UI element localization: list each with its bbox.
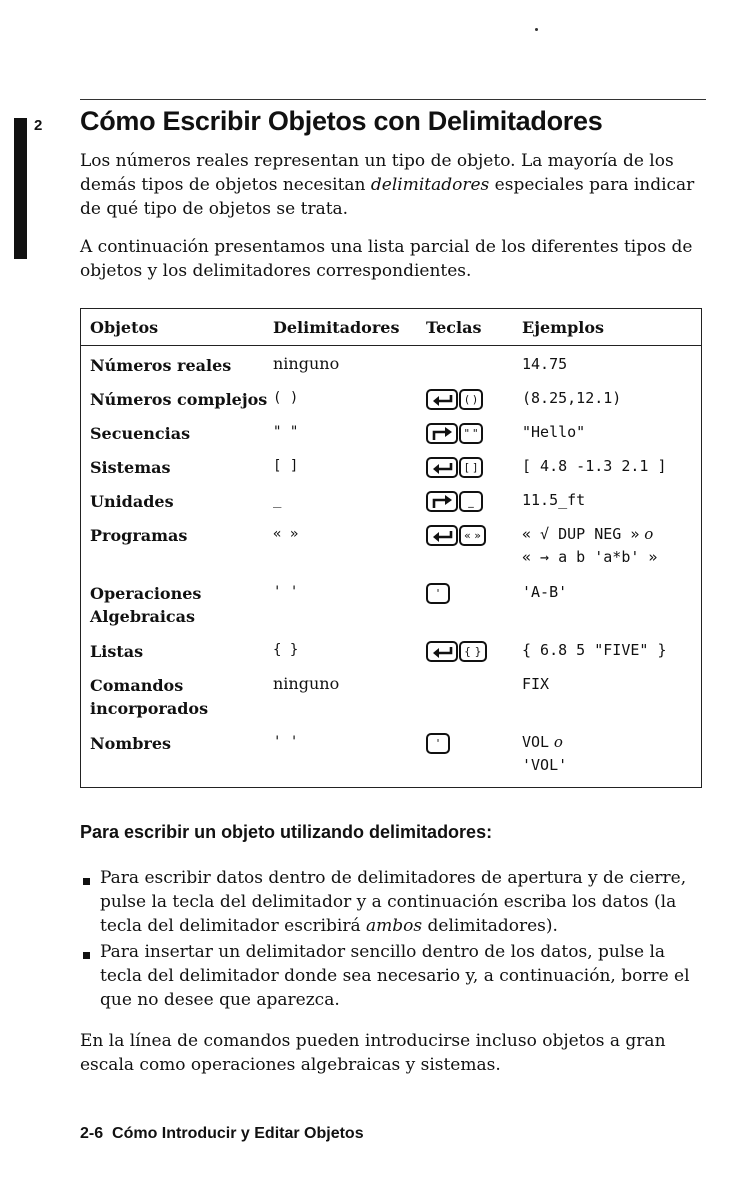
example-or: o bbox=[644, 525, 654, 543]
object-type-line2: incorporados bbox=[90, 699, 209, 718]
speck bbox=[535, 28, 538, 31]
object-type: Secuencias bbox=[90, 424, 191, 443]
key-sequence bbox=[426, 583, 450, 604]
object-type: Números reales bbox=[90, 356, 232, 375]
example-line2: « → a b 'a*b' » bbox=[522, 548, 658, 566]
object-type: Sistemas bbox=[90, 458, 171, 477]
delimiter: « » bbox=[273, 526, 299, 542]
bullet-2: Para insertar un delimitador sencillo dentro de los datos, pulse la tecla del delimitador donde sea necesario y, a continuación, borre el que no desee que aparezca. bbox=[100, 942, 690, 1010]
delimiter-key: { } bbox=[459, 641, 487, 662]
key-sequence bbox=[426, 491, 483, 512]
key-sequence bbox=[426, 457, 483, 478]
example: "Hello" bbox=[522, 423, 586, 441]
delimiter-key: ( ) bbox=[459, 389, 483, 410]
shift-left-icon bbox=[426, 457, 458, 478]
example: (8.25,12.1) bbox=[522, 389, 622, 407]
shift-left-icon bbox=[426, 525, 458, 546]
shift-left-icon bbox=[426, 389, 458, 410]
delimiter: _ bbox=[273, 492, 282, 508]
shift-left-icon bbox=[426, 641, 458, 662]
delimiter: ' ' bbox=[273, 584, 299, 600]
delimiter-key: _ bbox=[459, 491, 483, 512]
key-sequence bbox=[426, 423, 483, 444]
header-objetos: Objetos bbox=[90, 318, 159, 337]
delimiter-key: « » bbox=[459, 525, 486, 546]
object-type: Comandos bbox=[90, 676, 184, 695]
key-sequence bbox=[426, 733, 450, 754]
key-sequence bbox=[426, 641, 487, 662]
example-line2: 'VOL' bbox=[522, 756, 568, 774]
page-title: Cómo Escribir Objetos con Delimitadores bbox=[80, 106, 603, 136]
object-type: Programas bbox=[90, 526, 188, 545]
header-teclas: Teclas bbox=[426, 318, 482, 337]
delimiter-key: ' bbox=[426, 583, 450, 604]
closing-paragraph: En la línea de comandos pueden introducirse incluso objetos a gran escala como operaciones algebraicas y sistemas. bbox=[80, 1031, 666, 1075]
section-subheading: Para escribir un objeto utilizando delimitadores: bbox=[80, 822, 493, 842]
object-delimiter-table bbox=[80, 308, 702, 788]
delimiter: ( ) bbox=[273, 390, 299, 406]
example: 'A-B' bbox=[522, 583, 568, 601]
object-type: Operaciones bbox=[90, 584, 202, 603]
example: { 6.8 5 "FIVE" } bbox=[522, 641, 667, 659]
example: [ 4.8 -1.3 2.1 ] bbox=[522, 457, 667, 475]
intro-paragraph-1: Los números reales representan un tipo de objeto. La mayoría de los demás tipos de objetos necesitan delimitadores especiales para indicar de qué tipo de objetos se trata. bbox=[80, 151, 695, 219]
object-type: Unidades bbox=[90, 492, 174, 511]
shift-right-icon bbox=[426, 423, 458, 444]
header-separator bbox=[81, 345, 701, 346]
header-delimitadores: Delimitadores bbox=[273, 318, 400, 337]
delimiter-key: [ ] bbox=[459, 457, 483, 478]
example: 11.5_ft bbox=[522, 491, 586, 509]
object-type: Nombres bbox=[90, 734, 172, 753]
example-or: o bbox=[553, 733, 563, 751]
bullet-marker bbox=[83, 878, 90, 885]
object-type-line2: Algebraicas bbox=[90, 607, 196, 626]
bullet-1: Para escribir datos dentro de delimitadores de apertura y de cierre, pulse la tecla del delimitador y a continuación escriba los datos (la tecla del delimitador escribirá ambos delimitadores). bbox=[100, 868, 687, 936]
delimiter: [ ] bbox=[273, 458, 299, 474]
page-number: 2-6 bbox=[80, 1125, 104, 1142]
example: FIX bbox=[522, 675, 550, 693]
key-sequence bbox=[426, 525, 486, 546]
chapter-number: 2 bbox=[34, 117, 43, 134]
object-type: Números complejos bbox=[90, 390, 268, 409]
chapter-tab-bar bbox=[14, 118, 27, 259]
header-ejemplos: Ejemplos bbox=[522, 318, 605, 337]
object-type: Listas bbox=[90, 642, 144, 661]
delimiter-key: " " bbox=[459, 423, 483, 444]
delimiter: { } bbox=[273, 642, 299, 658]
delimiter: ninguno bbox=[273, 354, 340, 373]
footer-chapter: Cómo Introducir y Editar Objetos bbox=[112, 1125, 364, 1142]
intro-paragraph-2: A continuación presentamos una lista parcial de los diferentes tipos de objetos y los delimitadores correspondientes. bbox=[80, 237, 693, 281]
bullet-marker bbox=[83, 952, 90, 959]
example: VOL o bbox=[522, 733, 563, 751]
header-rule bbox=[80, 99, 706, 100]
key-sequence bbox=[426, 389, 483, 410]
delimiter-key: ' bbox=[426, 733, 450, 754]
delimiter: ninguno bbox=[273, 674, 340, 693]
example: 14.75 bbox=[522, 355, 568, 373]
page-footer bbox=[80, 1125, 364, 1143]
delimiter: " " bbox=[273, 424, 299, 440]
emphasis-delimitadores: delimitadores bbox=[370, 175, 490, 195]
delimiter: ' ' bbox=[273, 734, 299, 750]
shift-right-icon bbox=[426, 491, 458, 512]
emphasis-ambos: ambos bbox=[366, 916, 423, 936]
example: « √ DUP NEG » o bbox=[522, 525, 654, 543]
